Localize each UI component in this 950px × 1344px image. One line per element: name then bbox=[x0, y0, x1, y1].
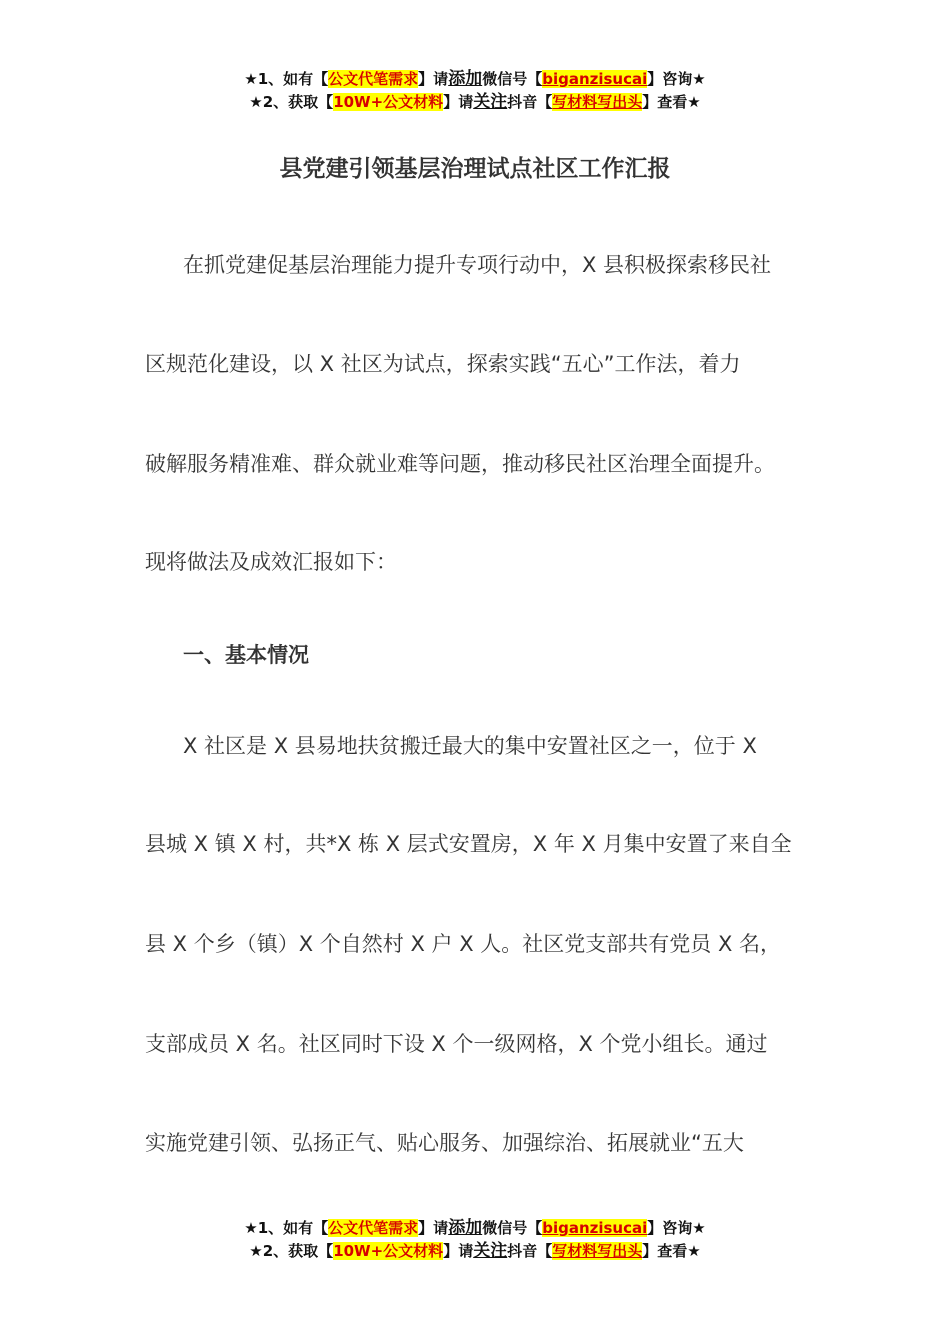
paragraph-line: 县城 X 镇 X 村，共*X 栋 X 层式安置房，X 年 X 月集中安置了来自全 bbox=[145, 832, 792, 856]
promo-wechat-id[interactable]: biganzisucai bbox=[542, 1219, 648, 1237]
promo-text: ★2、获取【 bbox=[249, 93, 334, 111]
promo-text: 】查看★ bbox=[642, 1242, 701, 1260]
paragraph-line: 破解服务精准难、群众就业难等问题，推动移民社区治理全面提升。 bbox=[145, 452, 775, 476]
promo-text: ★2、获取【 bbox=[249, 1242, 334, 1260]
paragraph-line: 实施党建引领、弘扬正气、贴心服务、加强综治、拓展就业“五大 bbox=[145, 1131, 744, 1155]
promo-douyin-id[interactable]: 写材料写出头 bbox=[552, 1242, 643, 1260]
promo-emphasis: 关注 bbox=[473, 1241, 508, 1261]
promo-text: ★1、如有【 bbox=[244, 1219, 329, 1237]
promo-text: 】请 bbox=[443, 93, 474, 111]
promo-text: 抖音【 bbox=[507, 93, 553, 111]
promo-line-1 bbox=[0, 68, 950, 91]
bottom-promo-banner bbox=[0, 1217, 950, 1263]
paragraph-line: 区规范化建设，以 X 社区为试点，探索实践“五心”工作法，着力 bbox=[145, 352, 741, 376]
paragraph-line: X 社区是 X 县易地扶贫搬迁最大的集中安置社区之一，位于 X bbox=[183, 734, 757, 758]
promo-highlight: 公文代笔需求 bbox=[328, 1219, 419, 1237]
promo-text: 微信号【 bbox=[482, 1219, 543, 1237]
section-heading: 一、基本情况 bbox=[183, 643, 309, 667]
promo-emphasis: 关注 bbox=[473, 92, 508, 112]
promo-text: 】咨询★ bbox=[647, 70, 706, 88]
promo-text: 】请 bbox=[443, 1242, 474, 1260]
promo-text: 】查看★ bbox=[642, 93, 701, 111]
promo-line-2 bbox=[0, 1240, 950, 1263]
promo-douyin-id[interactable]: 写材料写出头 bbox=[552, 93, 643, 111]
promo-text: 微信号【 bbox=[482, 70, 543, 88]
promo-line-2 bbox=[0, 91, 950, 114]
document-title: 县党建引领基层治理试点社区工作汇报 bbox=[279, 156, 671, 182]
promo-text: ★1、如有【 bbox=[244, 70, 329, 88]
promo-text: 抖音【 bbox=[507, 1242, 553, 1260]
promo-text: 】咨询★ bbox=[647, 1219, 706, 1237]
paragraph-line: 支部成员 X 名。社区同时下设 X 个一级网格，X 个党小组长。通过 bbox=[145, 1032, 768, 1056]
promo-highlight: 10W+公文材料 bbox=[333, 93, 444, 111]
top-promo-banner bbox=[0, 68, 950, 114]
paragraph-line: 在抓党建促基层治理能力提升专项行动中，X 县积极探索移民社 bbox=[183, 253, 772, 277]
promo-text: 】请 bbox=[418, 1219, 449, 1237]
promo-line-1 bbox=[0, 1217, 950, 1240]
promo-text: 】请 bbox=[418, 70, 449, 88]
paragraph-line: 县 X 个乡（镇）X 个自然村 X 户 X 人。社区党支部共有党员 X 名， bbox=[145, 932, 782, 956]
promo-emphasis: 添加 bbox=[448, 69, 483, 89]
promo-highlight: 公文代笔需求 bbox=[328, 70, 419, 88]
promo-highlight: 10W+公文材料 bbox=[333, 1242, 444, 1260]
promo-wechat-id[interactable]: biganzisucai bbox=[542, 70, 648, 88]
promo-emphasis: 添加 bbox=[448, 1218, 483, 1238]
paragraph-line: 现将做法及成效汇报如下： bbox=[145, 550, 397, 574]
